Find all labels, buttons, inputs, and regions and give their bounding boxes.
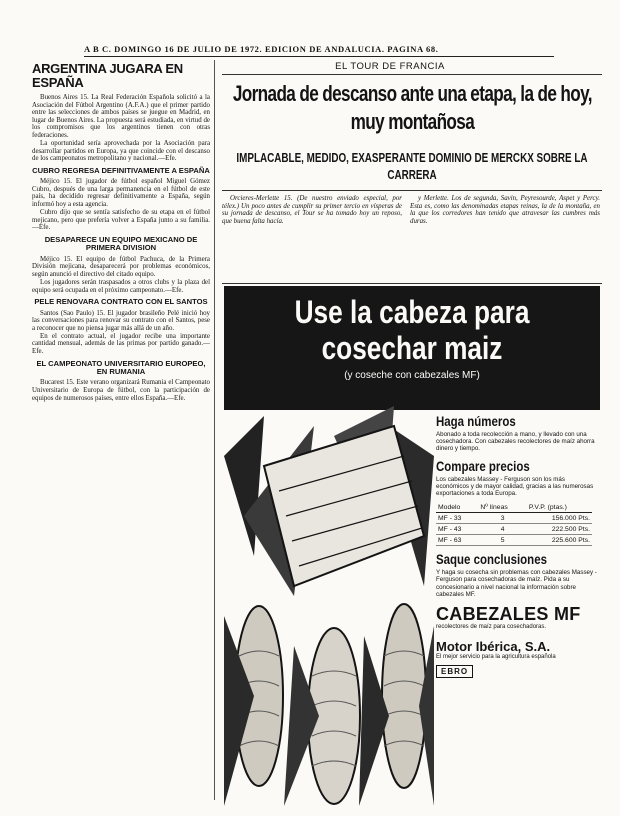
tour-column-2: [410, 195, 600, 281]
article-paragraph: Orcieres-Merlette 15. (De nuestro enviado especial, por télex.) Un poco antes de cumplir su primer tercio en vísperas de su jornada de descanso, el Tour se ha tomado hoy un reposo, que buena falta hacía.: [222, 195, 402, 226]
section-rule: [222, 74, 602, 75]
ad-heading: Haga números: [436, 414, 516, 429]
article-paragraph: Los jugadores serán traspasados a otros clubs y la plaza del equipo será ocupada en el próximo campeonato.—Efe.: [32, 279, 210, 294]
page-header: A B C. DOMINGO 16 DE JULIO DE 1972. EDICION DE ANDALUCIA. PAGINA 68.: [84, 44, 439, 54]
ad-company: Motor Ibérica, S.A.: [436, 639, 551, 655]
table-cell: 5: [478, 535, 527, 546]
tour-headline: [232, 80, 592, 146]
table-cell: 156.000 Pts.: [527, 513, 592, 524]
tour-deck-text: IMPLACABLE, MEDIDO, EXASPERANTE DOMINIO DE MERCKX SOBRE LA CARRERA: [236, 151, 588, 182]
article-subheading: DESAPARECE UN EQUIPO MEXICANO DE PRIMERA DIVISION: [44, 234, 198, 253]
column-rule: [214, 60, 215, 800]
table-cell: 225.600 Pts.: [527, 535, 592, 546]
header-rule: [84, 56, 554, 57]
article-paragraph: Méjico 15. El equipo de fútbol Pachuca, de la Primera División mejicana, desaparecerá por problemas económicos, según anunció el directivo del citado equipo.: [32, 255, 210, 278]
ad-company-sub: El mejor servicio para la agricultura española: [436, 654, 556, 661]
table-cell: 3: [478, 513, 527, 524]
table-cell: MF - 43: [436, 524, 478, 535]
article-paragraph: Méjico 15. El jugador de fútbol español Miguel Gómez Cubro, después de una larga permanencia en el fútbol de este país, ha decidido regresar definitivamente a España, según informó hoy a esta agencia.: [32, 178, 210, 209]
harvester-corn-illustration: [224, 396, 434, 806]
ad-rule: [222, 283, 602, 284]
article-paragraph: y Merlette. Los de segunda, Savin, Peyresourde, Aspet y Percy. Esta es, como las denominadas etapas reinas, la de la montaña, en la que los corredores han tenido que atravesar las cumbres más duras.: [410, 195, 600, 226]
ad-slogan-sub: (y coseche con cabezales MF): [344, 370, 480, 381]
table-cell: MF - 63: [436, 535, 478, 546]
advertisement: [224, 286, 600, 806]
table-cell: 222.500 Pts.: [527, 524, 592, 535]
lead-article-title: ARGENTINA JUGARA EN ESPAÑA: [32, 62, 183, 90]
table-header-cell: Modelo: [436, 503, 478, 513]
deck-rule: [222, 190, 602, 191]
tour-column-1: [222, 195, 402, 281]
article-subheading: CUBRO REGRESA DEFINITIVAMENTE A ESPAÑA: [32, 165, 210, 175]
article-subheading: EL CAMPEONATO UNIVERSITARIO EUROPEO, EN RUMANIA: [36, 358, 206, 377]
ad-heading: Compare precios: [436, 458, 530, 474]
table-row: [436, 535, 592, 546]
article-paragraph: Cubro dijo que se sentía satisfecho de su etapa en el fútbol mejicano, pero que prefería volver a España junto a su familia.—Efe.: [32, 209, 210, 232]
ad-brand-sub: recolectores de maíz para cosechadoras.: [436, 624, 547, 631]
tour-headline-text: Jornada de descanso ante una etapa, la de hoy, muy montañosa: [232, 81, 592, 134]
article-paragraph: La oportunidad sería aprovechada por la Asociación para desarrollar partidos en Europa, ya que coincide con el descanso de los campeonatos metropolitano y nacional.—Efe.: [32, 140, 210, 163]
table-row: [436, 524, 592, 535]
ad-copy: [436, 414, 598, 679]
tour-deck: [222, 150, 602, 186]
article-paragraph: Bucarest 15. Este verano organizará Rumania el Campeonato Universitario de Europa de fútbol, con la participación de equipos de numerosos países, entre ellos España.—Efe.: [32, 379, 210, 402]
left-column: [32, 62, 210, 802]
article-subheading: PELE RENOVARA CONTRATO CON EL SANTOS: [34, 297, 208, 307]
table-cell: 4: [478, 524, 527, 535]
ad-paragraph: Abonado a toda recolección a mano, y llevado con una cosechadora. Con cabezales recolectores de maíz ahorra dinero y tiempo.: [436, 431, 595, 453]
table-cell: MF - 33: [436, 513, 478, 524]
ad-paragraph: Y haga su cosecha sin problemas con cabezales Massey - Ferguson para cosechadoras de maíz. Pida a su concesionario a nivel nacional la información sobre cabezales MF.: [436, 569, 597, 598]
ad-brand: CABEZALES MF: [436, 604, 581, 625]
price-table: [436, 503, 592, 546]
table-header-cell: P.V.P. (ptas.): [527, 503, 592, 513]
section-tag: EL TOUR DE FRANCIA: [335, 61, 445, 72]
article-paragraph: En el contrato actual, el jugador recibe una importante cantidad mensual, además de las primas por partido ganado.—Efe.: [32, 332, 210, 356]
article-paragraph: Buenos Aires 15. La Real Federación Española solicitó a la Asociación del Fútbol Argentino (A.F.A.) que el primer partido entre las selecciones de ambos países se juegue en Madrid, en lugar de Buenos Aires. La propuesta será estudiada, en virtud de los compromisos que los argentinos tienen con otras federaciones.: [32, 94, 210, 139]
ad-slogan: Use la cabeza para cosechar maiz: [294, 294, 530, 366]
ebro-logo: EBRO: [436, 665, 473, 678]
ad-heading: Saque conclusiones: [436, 552, 547, 568]
table-header-row: [436, 503, 592, 513]
table-row: [436, 513, 592, 524]
article-paragraph: Santos (Sao Paulo) 15. El jugador brasileño Pelé inició hoy las conversaciones para renovar su contrato con el Santos, pese a reconocer que no piensa jugar más allá de un año.: [32, 309, 210, 332]
ad-paragraph: Los cabezales Massey - Ferguson son los más económicos y de mayor calidad, gracias a las numerosas exportaciones a toda Europa.: [436, 475, 594, 498]
table-header-cell: Nº líneas: [478, 503, 527, 513]
